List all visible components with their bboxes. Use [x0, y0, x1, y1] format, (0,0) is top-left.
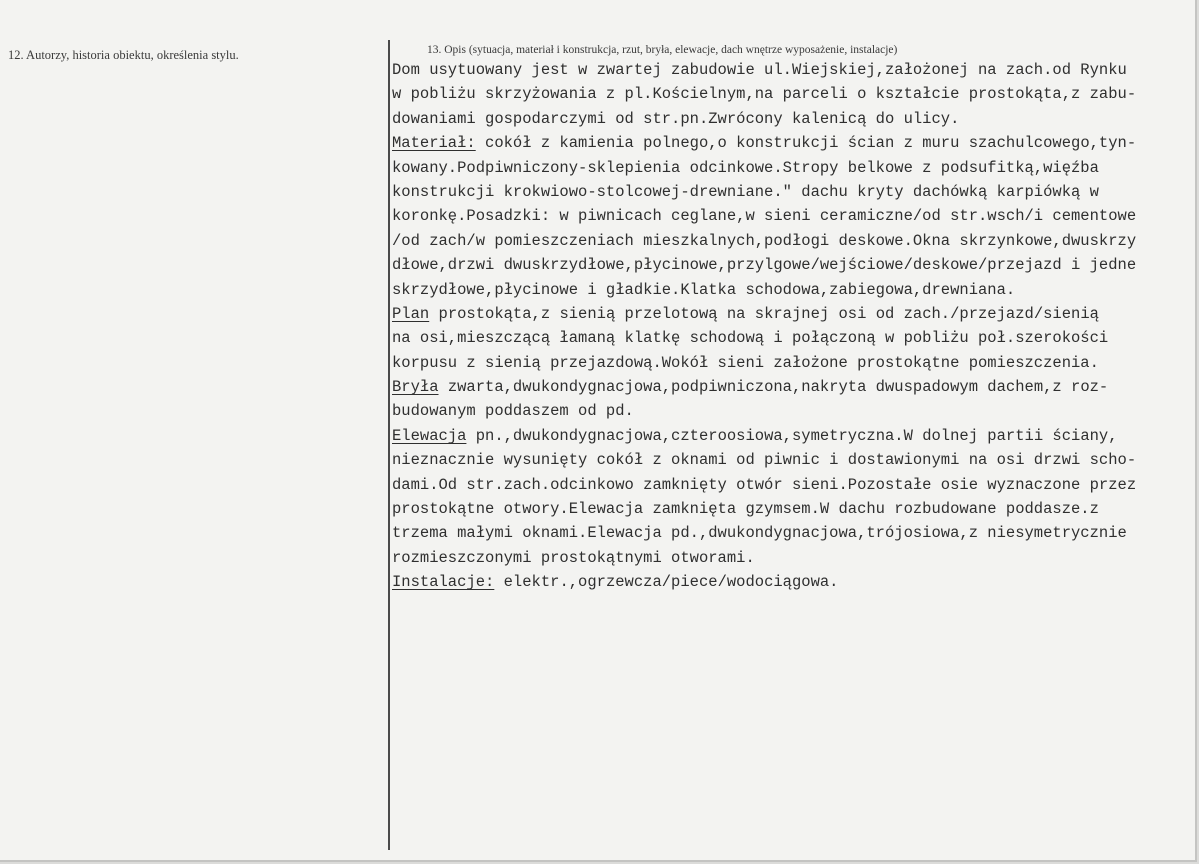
line-text: konstrukcji krokwiowo-stolcowej-drewniane." dachu kryty dachówką karpiówką w [392, 182, 1099, 201]
description-line [392, 375, 1192, 399]
description-line [392, 82, 1192, 106]
description-line [392, 131, 1192, 155]
description-line [392, 497, 1192, 521]
description-line [392, 107, 1192, 131]
section-13-heading: 13. Opis (sytuacja, materiał i konstrukcja, rzut, bryła, elewacje, dach wnętrze wyposażenie, instalacje) [427, 44, 898, 56]
line-text: cokół z kamienia polnego,o konstrukcji ścian z muru szachulcowego,tyn- [475, 134, 1137, 153]
section-label: Elewacja [392, 426, 467, 445]
line-text: prostokąta,z sienią przelotową na skrajnej osi od zach./przejazd/sienią [429, 304, 1099, 323]
section-12-heading: 12. Autorzy, historia obiektu, określenia stylu. [8, 48, 239, 62]
description-line [392, 58, 1192, 82]
description-line [392, 399, 1192, 423]
section-label: Plan [392, 304, 430, 323]
description-line [392, 302, 1192, 326]
description-line [392, 253, 1192, 277]
line-text: dami.Od str.zach.odcinkowo zamknięty otwór sieni.Pozostałe osie wyznaczone przez [392, 475, 1137, 494]
description-line [392, 448, 1192, 472]
line-text: budowanym poddaszem od pd. [392, 402, 634, 421]
line-text: na osi,mieszczącą łamaną klatkę schodową i połączoną w pobliżu poł.szerokości [392, 329, 1109, 348]
description-line [392, 156, 1192, 180]
description-line [392, 180, 1192, 204]
line-text: elektr.,ogrzewcza/piece/wodociągowa. [494, 573, 839, 592]
description-line [392, 473, 1192, 497]
section-label: Materiał: [392, 134, 476, 153]
description-text [392, 58, 1192, 595]
description-line [392, 424, 1192, 448]
line-text: pn.,dwukondygnacjowa,czteroosiowa,symetryczna.W dolnej partii ściany, [466, 426, 1118, 445]
column-divider [388, 40, 390, 850]
line-text: w pobliżu skrzyżowania z pl.Kościelnym,na parceli o kształcie prostokąta,z zabu- [392, 85, 1137, 104]
line-text: Dom usytuowany jest w zwartej zabudowie ul.Wiejskiej,założonej na zach.od Rynku [392, 61, 1127, 79]
description-line [392, 546, 1192, 570]
line-text: dowaniami gospodarczymi od str.pn.Zwrócony kalenicą do ulicy. [392, 109, 960, 128]
description-line [392, 570, 1192, 594]
description-line [392, 326, 1192, 350]
line-text: prostokątne otwory.Elewacja zamknięta gzymsem.W dachu rozbudowane poddasze.z [392, 500, 1099, 519]
line-text: dłowe,drzwi dwuskrzydłowe,płycinowe,przylgowe/wejściowe/deskowe/przejazd i jedne [392, 256, 1137, 275]
description-line [392, 521, 1192, 545]
line-text: kowany.Podpiwniczony-sklepienia odcinkowe.Stropy belkowe z podsufitką,więźba [392, 158, 1099, 177]
description-line [392, 204, 1192, 228]
line-text: koronkę.Posadzki: w piwnicach ceglane,w sieni ceramiczne/od str.wsch/i cementowe [392, 207, 1137, 226]
line-text: korpusu z sienią przejazdową.Wokół sieni założone prostokątne pomieszczenia. [392, 353, 1099, 372]
line-text: rozmieszczonymi prostokątnymi otworami. [392, 548, 755, 567]
description-line [392, 278, 1192, 302]
description-line [392, 229, 1192, 253]
line-text: zwarta,dwukondygnacjowa,podpiwniczona,nakryta dwuspadowym dachem,z roz- [438, 378, 1109, 397]
section-label: Bryła [392, 378, 439, 397]
line-text: nieznacznie wysunięty cokół z oknami od piwnic i dostawionymi na osi drzwi scho- [392, 451, 1137, 470]
line-text: skrzydłowe,płycinowe i gładkie.Klatka schodowa,zabiegowa,drewniana. [392, 280, 1016, 299]
description-line [392, 351, 1192, 375]
line-text: trzema małymi oknami.Elewacja pd.,dwukondygnacjowa,trójosiowa,z niesymetrycznie [392, 524, 1127, 543]
section-label: Instalacje: [392, 573, 495, 592]
line-text: /od zach/w pomieszczeniach mieszkalnych,podłogi deskowe.Okna skrzynkowe,dwuskrzy [392, 231, 1137, 250]
